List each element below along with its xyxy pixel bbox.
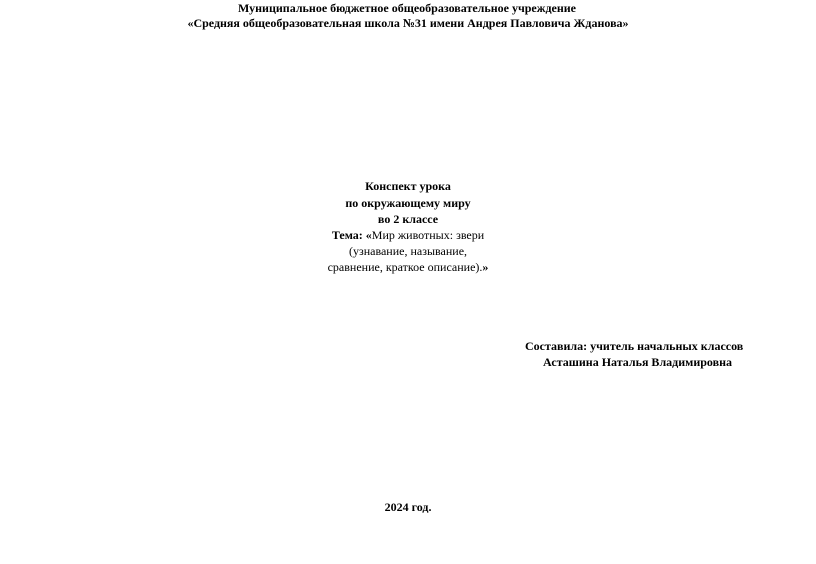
subject-line: по окружающему миру (345, 196, 471, 210)
topic-label: Тема: (331, 228, 363, 242)
topic-close-quote: » (482, 260, 489, 274)
author-role-line: Составила: учитель начальных классов (525, 339, 744, 353)
topic-text-part2: (узнавание, называние, (348, 244, 468, 258)
grade-line: во 2 классе (377, 212, 439, 226)
document-title: Конспект урока (365, 179, 451, 193)
school-type-line: Муниципальное бюджетное общеобразовательное учреждение (237, 1, 577, 15)
topic-open-quote: « (362, 228, 372, 242)
topic-line-3 (328, 259, 489, 275)
topic-text-part1: Мир животных: звери (371, 228, 485, 242)
author-name-line: Асташина Наталья Владимировна (543, 355, 733, 369)
year-line: 2024 год. (384, 500, 432, 514)
school-name-line: «Средняя общеобразовательная школа №31 имени Андрея Павловича Жданова» (187, 16, 629, 30)
topic-text-part3: сравнение, краткое описание). (327, 260, 483, 274)
topic-line (332, 227, 484, 243)
